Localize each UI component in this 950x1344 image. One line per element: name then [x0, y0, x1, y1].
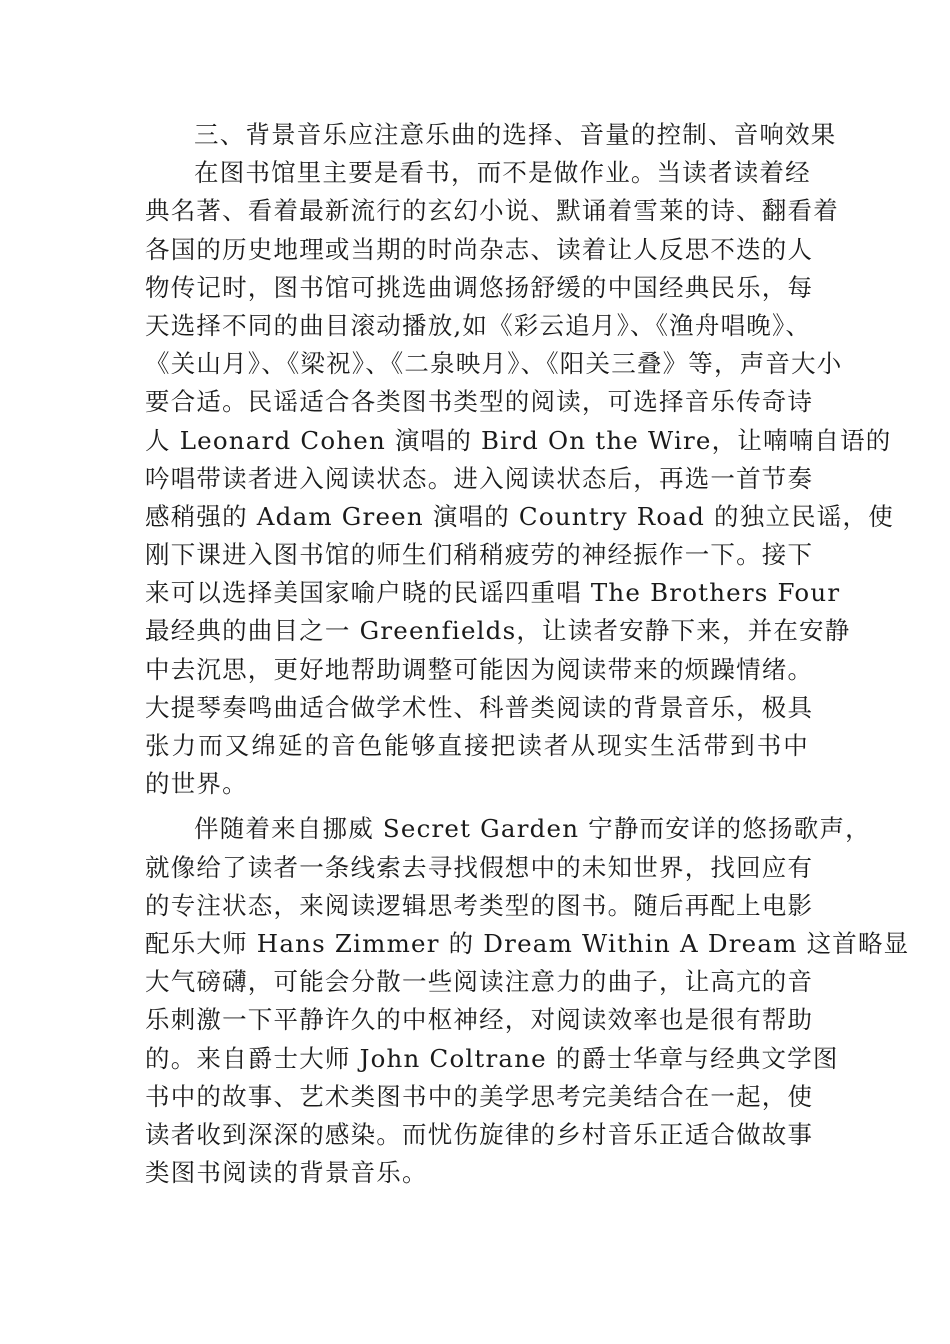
paragraph-line: 张力而又绵延的音色能够直接把读者从现实生活带到书中 [145, 731, 809, 760]
paragraph-1 [145, 154, 894, 803]
paragraph-line: 读者收到深深的感染。而忧伤旋律的乡村音乐正适合做故事 [145, 1119, 814, 1149]
paragraph-line: 伴随着来自挪威 Secret Garden 宁静而安详的悠扬歌声， [194, 814, 871, 844]
paragraph-line: 来可以选择美国家喻户晓的民谣四重唱 The Brothers Four [145, 578, 841, 608]
paragraph-line: 配乐大师 Hans Zimmer 的 Dream Within A Dream 这首略显 [145, 928, 910, 958]
paragraph-line: 中去沉思，更好地帮助调整可能因为阅读带来的烦躁情绪。 [145, 654, 814, 684]
paragraph-gap [145, 803, 809, 810]
paragraph-line: 乐刺激一下平静许久的中枢神经，对阅读效率也是很有帮助 [145, 1005, 814, 1035]
paragraph-line: 的专注状态，来阅读逻辑思考类型的图书。随后再配上电影 [145, 890, 814, 920]
paragraph-line: 各国的历史地理或当期的时尚杂志、读着让人反思不迭的人 [145, 234, 814, 264]
section-heading: 三、背景音乐应注意乐曲的选择、音量的控制、音响效果 [194, 120, 837, 149]
paragraph-line: 吟唱带读者进入阅读状态。进入阅读状态后，再选一首节奏 [145, 463, 814, 493]
paragraph-line: 类图书阅读的背景音乐。 [145, 1158, 428, 1188]
document-body [145, 116, 910, 1192]
paragraph-line: 在图书馆里主要是看书，而不是做作业。当读者读着经 [194, 158, 811, 188]
paragraph-line: 天选择不同的曲目滚动播放,如《彩云追月》、《渔舟唱晚》、 [145, 310, 812, 340]
paragraph-line: 感稍强的 Adam Green 演唱的 Country Road 的独立民谣，使 [145, 501, 894, 531]
paragraph-line: 《关山月》、《梁祝》、《二泉映月》、《阳关三叠》等，声音大小 [145, 349, 843, 379]
paragraph-line: 要合适。民谣适合各类图书类型的阅读，可选择音乐传奇诗 [145, 387, 814, 417]
paragraph-line: 人 Leonard Cohen 演唱的 Bird On the Wire，让喃喃自语的 [145, 425, 892, 455]
paragraph-2 [145, 810, 910, 1192]
paragraph-line: 刚下课进入图书馆的师生们稍稍疲劳的神经振作一下。接下 [145, 540, 814, 570]
paragraph-line: 最经典的曲目之一 Greenfields，让读者安静下来，并在安静 [145, 616, 851, 646]
paragraph-line: 大气磅礴，可能会分散一些阅读注意力的曲子，让高亢的音 [145, 967, 814, 997]
paragraph-line: 的。来自爵士大师 John Coltrane 的爵士华章与经典文学图 [145, 1043, 839, 1073]
paragraph-line: 就像给了读者一条线索去寻找假想中的未知世界，找回应有 [145, 852, 814, 882]
paragraph-line: 的世界。 [145, 769, 248, 799]
paragraph-line: 物传记时，图书馆可挑选曲调悠扬舒缓的中国经典民乐，每 [145, 272, 814, 302]
paragraph-line: 大提琴奏鸣曲适合做学术性、科普类阅读的背景音乐，极具 [145, 692, 814, 722]
paragraph-line: 书中的故事、艺术类图书中的美学思考完美结合在一起，使 [145, 1081, 814, 1111]
paragraph-line: 典名著、看着最新流行的玄幻小说、默诵着雪莱的诗、翻看着 [145, 196, 839, 226]
